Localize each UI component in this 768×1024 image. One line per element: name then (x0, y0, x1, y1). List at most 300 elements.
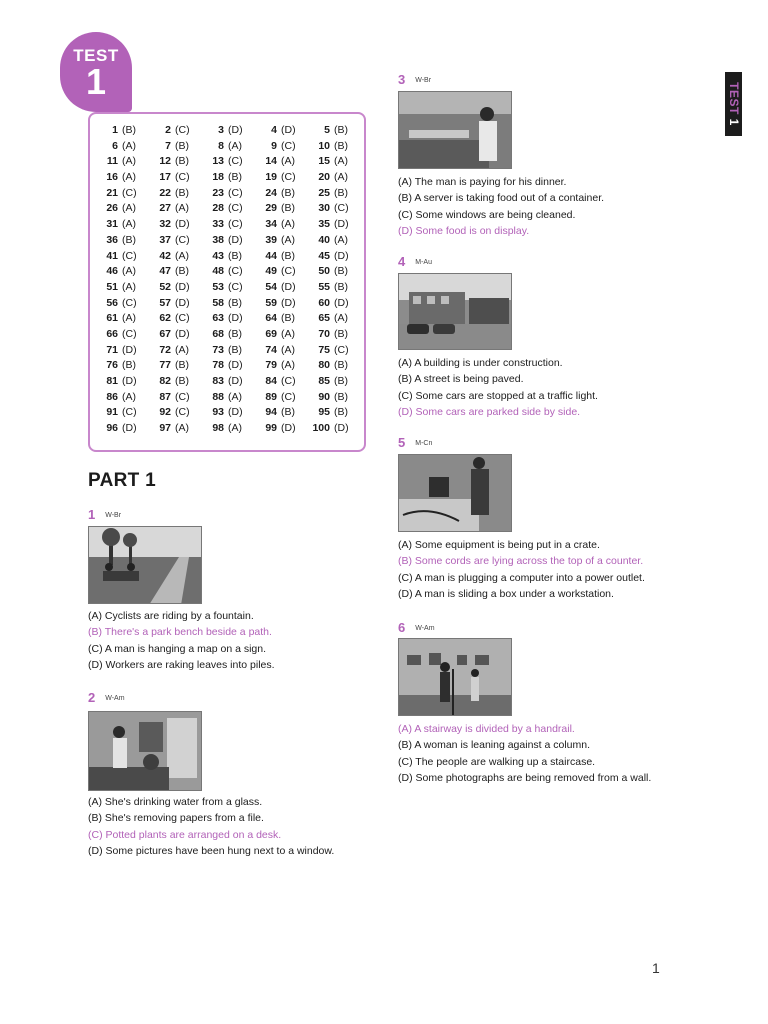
answer-key-item (149, 234, 202, 250)
answer-number: 23 (212, 186, 224, 199)
answer-key-item (96, 234, 149, 250)
test-badge (60, 32, 132, 112)
street-scene-photo (399, 274, 512, 350)
answer-key-item (308, 234, 361, 250)
answer-number: 3 (218, 124, 224, 136)
answer-number: 43 (212, 249, 224, 262)
answer-number: 1 (112, 124, 118, 136)
answer-letter: (C) (175, 233, 190, 246)
answer-number: 92 (159, 406, 171, 419)
answer-letter: (C) (122, 406, 137, 419)
answer-key-item (96, 422, 149, 438)
answer-key-item (202, 265, 255, 281)
answer-letter: (A) (175, 249, 189, 262)
answer-letter: (D) (175, 218, 190, 231)
answer-number: 50 (318, 265, 330, 278)
question-header (88, 690, 125, 707)
answer-letter: (D) (175, 296, 190, 309)
answer-key-item (149, 422, 202, 438)
answer-number: 42 (159, 249, 171, 262)
answer-number: 35 (318, 218, 330, 231)
question-photo (88, 526, 202, 604)
answer-key-item (149, 140, 202, 156)
answer-letter: (A) (228, 139, 242, 152)
answer-number: 17 (159, 171, 171, 184)
answer-key-item (255, 359, 308, 375)
answer-letter: (C) (175, 312, 190, 325)
answer-key-grid (96, 124, 361, 438)
answer-letter: (A) (281, 359, 295, 372)
answer-number: 78 (212, 359, 224, 372)
answer-letter: (C) (334, 343, 349, 356)
answer-letter: (B) (228, 249, 242, 262)
answer-letter: (A) (175, 202, 189, 215)
question-number: 5 (398, 435, 406, 450)
answer-number: 21 (106, 186, 118, 199)
question-header (398, 72, 431, 89)
answer-letter: (D) (334, 422, 349, 435)
answer-key-item (96, 281, 149, 297)
answer-key-item (149, 218, 202, 234)
answer-key-item (202, 312, 255, 328)
answer-number: 69 (265, 327, 277, 340)
answer-key-item (255, 281, 308, 297)
answer-key-item (255, 328, 308, 344)
answer-number: 40 (318, 233, 330, 246)
choice-a: (A) A stairway is divided by a handrail. (398, 723, 575, 735)
answer-letter: (B) (334, 375, 348, 387)
side-tab (725, 72, 742, 136)
answer-number: 77 (159, 359, 171, 372)
answer-letter: (D) (228, 233, 243, 246)
answer-key-item (149, 328, 202, 344)
answer-letter: (A) (281, 343, 295, 356)
answer-number: 84 (265, 375, 277, 387)
answer-number: 82 (159, 375, 171, 387)
answer-number: 80 (318, 359, 330, 372)
answer-number: 2 (165, 124, 171, 136)
answer-letter: (D) (228, 312, 243, 325)
answer-number: 26 (106, 202, 118, 215)
answer-letter: (A) (175, 422, 189, 435)
choices-list (88, 794, 334, 859)
answer-number: 22 (159, 186, 171, 199)
answer-number: 67 (159, 327, 171, 340)
answer-letter: (D) (281, 296, 296, 309)
answer-number: 15 (318, 155, 330, 168)
answer-letter: (D) (281, 124, 296, 136)
speaker-label: W-Am (105, 694, 125, 702)
answer-number: 57 (159, 296, 171, 309)
answer-letter: (B) (281, 406, 295, 419)
answer-key-item (96, 312, 149, 328)
answer-letter: (D) (281, 280, 296, 293)
answer-key-item (149, 312, 202, 328)
choice-a: (A) She's drinking water from a glass. (88, 796, 263, 808)
answer-letter: (B) (228, 343, 242, 356)
answer-letter: (B) (122, 233, 136, 246)
answer-letter: (A) (122, 265, 136, 278)
answer-key-item (255, 155, 308, 171)
answer-number: 30 (318, 202, 330, 215)
answer-letter: (D) (122, 343, 137, 356)
answer-number: 18 (212, 171, 224, 184)
answer-key-item (96, 297, 149, 313)
answer-key-item (202, 171, 255, 187)
answer-key-item (308, 297, 361, 313)
answer-number: 38 (212, 233, 224, 246)
answer-number: 86 (106, 390, 118, 403)
answer-key-item (96, 265, 149, 281)
answer-key-item (202, 155, 255, 171)
answer-key-item (202, 250, 255, 266)
answer-letter: (D) (228, 375, 243, 387)
side-tab-number: 1 (726, 118, 741, 126)
park-scene-photo (89, 527, 202, 604)
answer-letter: (D) (175, 280, 190, 293)
answer-number: 14 (265, 155, 277, 168)
answer-number: 24 (265, 186, 277, 199)
answer-number: 83 (212, 375, 224, 387)
question-photo (398, 454, 512, 532)
answer-key-item (149, 406, 202, 422)
answer-key-item (96, 124, 149, 140)
answer-number: 53 (212, 280, 224, 293)
choice-a: (A) Some equipment is being put in a crate. (398, 539, 600, 551)
answer-letter: (D) (122, 422, 137, 435)
choice-c: (C) A man is hanging a map on a sign. (88, 642, 267, 655)
answer-letter: (C) (228, 280, 243, 293)
answer-key-item (96, 171, 149, 187)
answer-key-item (202, 140, 255, 156)
answer-letter: (C) (228, 218, 243, 231)
answer-key-item (149, 281, 202, 297)
answer-number: 72 (159, 343, 171, 356)
answer-key-item (255, 124, 308, 140)
answer-number: 61 (106, 312, 118, 325)
answer-key-item (96, 406, 149, 422)
answer-number: 33 (212, 218, 224, 231)
answer-number: 95 (318, 406, 330, 419)
choices-list (398, 174, 604, 239)
choice-b: (B) She's removing papers from a file. (88, 812, 264, 825)
answer-key-item (149, 124, 202, 140)
answer-key-item (308, 359, 361, 375)
answer-key-item (96, 344, 149, 360)
answer-key-item (96, 391, 149, 407)
choice-b: (B) A woman is leaning against a column. (398, 739, 591, 752)
answer-key-item (308, 281, 361, 297)
answer-number: 93 (212, 406, 224, 419)
answer-letter: (A) (122, 218, 136, 231)
answer-number: 79 (265, 359, 277, 372)
answer-letter: (B) (175, 139, 189, 152)
answer-key-item (308, 187, 361, 203)
page-number: 1 (652, 960, 660, 976)
answer-key-item (96, 250, 149, 266)
question-photo (398, 638, 512, 716)
answer-number: 81 (106, 375, 118, 387)
answer-key-item (96, 155, 149, 171)
answer-letter: (A) (122, 390, 136, 403)
speaker-label: M-Au (415, 258, 432, 266)
answer-key-item (202, 218, 255, 234)
answer-number: 39 (265, 233, 277, 246)
answer-key-item (308, 375, 361, 391)
choice-d: (D) Some food is on display. (398, 224, 530, 237)
answer-key-box (88, 112, 366, 452)
answer-number: 68 (212, 327, 224, 340)
answer-letter: (B) (334, 359, 348, 372)
answer-letter: (B) (122, 359, 136, 372)
answer-letter: (A) (281, 233, 295, 246)
answer-number: 16 (106, 171, 118, 184)
answer-number: 4 (271, 124, 277, 136)
answer-letter: (A) (334, 155, 348, 168)
answer-number: 89 (265, 390, 277, 403)
answer-key-item (202, 391, 255, 407)
answer-letter: (D) (334, 249, 349, 262)
answer-letter: (A) (281, 218, 295, 231)
answer-number: 41 (106, 249, 118, 262)
question-number: 1 (88, 507, 96, 522)
answer-letter: (B) (334, 265, 348, 278)
answer-key-item (255, 422, 308, 438)
answer-key-item (308, 171, 361, 187)
choice-c: (C) The people are walking up a staircase. (398, 755, 596, 768)
choice-c: (C) Some cars are stopped at a traffic light. (398, 389, 598, 402)
choice-a: (A) Cyclists are riding by a fountain. (88, 610, 254, 622)
speaker-label: W-Br (415, 76, 432, 84)
answer-number: 59 (265, 296, 277, 309)
question-header (398, 254, 432, 271)
answer-letter: (D) (334, 218, 349, 231)
answer-key-item (202, 344, 255, 360)
answer-letter: (A) (175, 343, 189, 356)
answer-letter: (B) (228, 171, 242, 184)
speaker-label: M-Cn (415, 439, 433, 447)
answer-number: 28 (212, 202, 224, 215)
answer-letter: (D) (334, 296, 349, 309)
answer-letter: (B) (281, 249, 295, 262)
answer-number: 34 (265, 218, 277, 231)
answer-letter: (B) (175, 375, 189, 387)
answer-number: 31 (106, 218, 118, 231)
answer-letter: (A) (122, 155, 136, 168)
answer-letter: (B) (175, 359, 189, 372)
choices-list (88, 608, 275, 673)
answer-key-item (202, 234, 255, 250)
choice-d: (D) A man is sliding a box under a workstation. (398, 587, 614, 600)
answer-number: 32 (159, 218, 171, 231)
answer-letter: (D) (228, 359, 243, 372)
choice-d: (D) Some photographs are being removed from a wall. (398, 771, 652, 784)
answer-number: 100 (312, 422, 330, 435)
answer-number: 66 (106, 327, 118, 340)
question-photo (398, 91, 512, 169)
answer-letter: (A) (281, 155, 295, 168)
answer-letter: (B) (334, 139, 348, 152)
answer-key-item (96, 218, 149, 234)
answer-key-item (308, 422, 361, 438)
gallery-scene-photo (399, 639, 512, 716)
answer-key-item (255, 234, 308, 250)
answer-letter: (A) (334, 233, 348, 246)
answer-letter: (B) (334, 406, 348, 419)
answer-key-item (149, 155, 202, 171)
question-number: 6 (398, 620, 406, 635)
answer-letter: (B) (334, 124, 348, 136)
answer-number: 6 (112, 139, 118, 152)
answer-letter: (B) (228, 296, 242, 309)
answer-letter: (B) (281, 186, 295, 199)
choice-b: (B) Some cords are lying across the top of a counter. (398, 555, 644, 568)
choices-list (398, 537, 645, 602)
choice-d: (D) Workers are raking leaves into piles. (88, 658, 275, 671)
answer-number: 37 (159, 233, 171, 246)
answer-letter: (C) (175, 406, 190, 419)
answer-key-item (308, 218, 361, 234)
answer-key-item (255, 375, 308, 391)
answer-number: 85 (318, 375, 330, 387)
answer-letter: (C) (228, 202, 243, 215)
answer-number: 96 (106, 422, 118, 435)
answer-key-item (202, 187, 255, 203)
answer-number: 51 (106, 280, 118, 293)
side-tab-text (727, 82, 741, 126)
answer-letter: (C) (228, 155, 243, 168)
answer-number: 64 (265, 312, 277, 325)
choice-b: (B) There's a park bench beside a path. (88, 626, 272, 639)
answer-letter: (A) (122, 312, 136, 325)
answer-key-item (149, 250, 202, 266)
answer-key-item (308, 124, 361, 140)
answer-key-item (202, 328, 255, 344)
answer-letter: (A) (228, 422, 242, 435)
answer-number: 7 (165, 139, 171, 152)
answer-key-item (255, 406, 308, 422)
answer-letter: (C) (281, 375, 296, 387)
answer-key-item (149, 187, 202, 203)
choice-c: (C) Some windows are being cleaned. (398, 208, 576, 221)
answer-key-item (255, 297, 308, 313)
answer-key-item (149, 391, 202, 407)
choice-d: (D) Some cars are parked side by side. (398, 405, 581, 418)
answer-key-item (202, 202, 255, 218)
choice-c: (C) A man is plugging a computer into a power outlet. (398, 571, 645, 584)
answer-number: 25 (318, 186, 330, 199)
answer-letter: (A) (122, 280, 136, 293)
answer-number: 5 (324, 124, 330, 136)
choice-b: (B) A street is being paved. (398, 373, 524, 386)
answer-number: 88 (212, 390, 224, 403)
answer-number: 55 (318, 280, 330, 293)
answer-letter: (C) (281, 139, 296, 152)
question-photo (398, 273, 512, 350)
answer-key-item (202, 281, 255, 297)
answer-key-item (255, 187, 308, 203)
answer-key-item (149, 375, 202, 391)
answer-number: 90 (318, 390, 330, 403)
question-header (398, 435, 432, 452)
question-number: 2 (88, 690, 96, 705)
answer-letter: (A) (334, 312, 348, 325)
answer-letter: (A) (122, 171, 136, 184)
answer-number: 70 (318, 327, 330, 340)
answer-number: 73 (212, 343, 224, 356)
answer-number: 27 (159, 202, 171, 215)
answer-letter: (B) (281, 202, 295, 215)
answer-key-item (96, 140, 149, 156)
answer-number: 94 (265, 406, 277, 419)
answer-key-item (308, 312, 361, 328)
answer-key-item (96, 202, 149, 218)
answer-number: 11 (106, 155, 118, 168)
answer-key-item (255, 312, 308, 328)
answer-letter: (C) (334, 202, 349, 215)
answer-key-item (96, 328, 149, 344)
answer-number: 9 (271, 139, 277, 152)
answer-letter: (A) (281, 327, 295, 340)
answer-number: 36 (106, 233, 118, 246)
answer-number: 58 (212, 296, 224, 309)
answer-key-item (149, 265, 202, 281)
answer-key-item (308, 140, 361, 156)
answer-key-item (308, 250, 361, 266)
answer-number: 98 (212, 422, 224, 435)
answer-letter: (C) (281, 171, 296, 184)
answer-key-item (96, 359, 149, 375)
answer-number: 19 (265, 171, 277, 184)
answer-letter: (B) (281, 312, 295, 325)
answer-number: 71 (106, 343, 118, 356)
choice-c: (C) Potted plants are arranged on a desk. (88, 828, 282, 841)
answer-letter: (B) (334, 186, 348, 199)
answer-key-item (255, 250, 308, 266)
answer-letter: (C) (175, 171, 190, 184)
question-header (88, 507, 121, 524)
answer-number: 75 (318, 343, 330, 356)
computer-desk-photo (399, 455, 512, 532)
answer-key-item (308, 328, 361, 344)
answer-letter: (B) (334, 390, 348, 403)
answer-number: 63 (212, 312, 224, 325)
answer-number: 48 (212, 265, 224, 278)
answer-letter: (B) (175, 155, 189, 168)
question-number: 3 (398, 72, 406, 87)
answer-key-item (308, 406, 361, 422)
answer-letter: (D) (281, 422, 296, 435)
answer-letter: (C) (122, 327, 137, 340)
answer-number: 29 (265, 202, 277, 215)
answer-number: 87 (159, 390, 171, 403)
answer-key-item (308, 391, 361, 407)
answer-key-item (202, 359, 255, 375)
choice-d: (D) Some pictures have been hung next to a window. (88, 844, 335, 857)
choice-b: (B) A server is taking food out of a container. (398, 192, 605, 205)
answer-number: 74 (265, 343, 277, 356)
answer-letter: (B) (228, 327, 242, 340)
answer-key-item (202, 124, 255, 140)
side-tab-label: TEST (726, 82, 741, 115)
answer-key-item (255, 391, 308, 407)
answer-letter: (D) (122, 375, 137, 387)
answer-key-item (255, 140, 308, 156)
answer-number: 99 (265, 422, 277, 435)
answer-letter: (D) (175, 327, 190, 340)
question-number: 4 (398, 254, 406, 269)
answer-key-item (96, 187, 149, 203)
